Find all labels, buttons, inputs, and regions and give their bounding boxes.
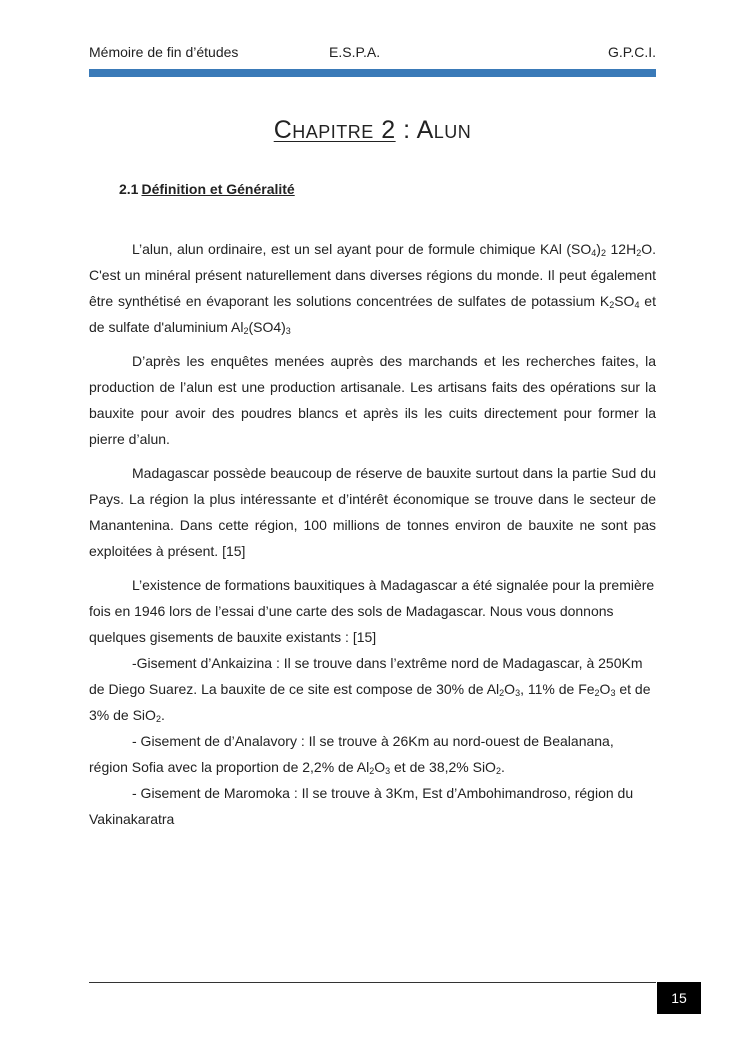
text-run: 12H	[605, 241, 637, 257]
subscript: 2	[369, 766, 375, 776]
text-run: .	[160, 707, 165, 723]
subscript: 3	[610, 688, 616, 698]
text-run: O. C'est un minéral présent naturellement dans diverses régions du monde. Il peut également être synthétisé en évaporant les solutions concentrées de sulfates de potassium K	[89, 241, 656, 309]
chapter-name: Alun	[416, 116, 472, 144]
header-center: E.S.P.A.	[329, 44, 381, 60]
text-run: - Gisement de d’Analavory : Il se trouve à 26Km au nord-ouest de Bealanana, région Sofia avec la proportion de 2,2% de Al	[89, 733, 614, 775]
chapter-label: Chapitre 2	[273, 116, 396, 144]
footer-rule	[89, 982, 656, 983]
subscript: 2	[495, 766, 501, 776]
subscript: 2	[243, 326, 249, 336]
subscript: 3	[385, 766, 391, 776]
text-run: , 11% de Fe	[520, 681, 595, 697]
paragraph-history: L’existence de formations bauxitiques à Madagascar a été signalée pour la première fois en 1946 lors de l’essai d’une carte des sols de Madagascar. Nous vous donnons quelques gisements de bauxite existants : [15]	[89, 577, 655, 645]
subscript: 2	[609, 300, 615, 310]
paragraph-definition	[89, 236, 656, 340]
text-run: O	[504, 681, 516, 697]
subscript: 2	[636, 248, 642, 258]
section-title: Définition et Généralité	[141, 181, 295, 197]
text-run: -Gisement d’Ankaizina : Il se trouve dans l’extrême nord de Madagascar, à 250Km de Diego Suarez. La bauxite de ce site est compose de 30% de Al	[89, 655, 643, 697]
section-number: 2.1	[119, 181, 139, 197]
text-run: .	[500, 759, 505, 775]
running-header	[89, 44, 656, 64]
subscript: 3	[285, 326, 291, 336]
text-run: O	[599, 681, 611, 697]
subscript: 4	[634, 300, 640, 310]
chapter-title	[0, 116, 745, 145]
page-number: 15	[657, 982, 701, 1014]
text-run: SO	[614, 293, 635, 309]
text-run: et de 38,2% SiO	[390, 759, 496, 775]
paragraph-ankaizina	[89, 650, 656, 728]
text-run: (SO4)	[248, 319, 286, 335]
subscript: 2	[600, 248, 606, 258]
subscript: 4	[591, 248, 597, 258]
body-text	[89, 236, 656, 832]
header-left: Mémoire de fin d’études	[89, 44, 239, 60]
section-heading	[119, 181, 295, 197]
subscript: 2	[499, 688, 505, 698]
chapter-separator: :	[395, 116, 417, 144]
paragraph-analavory	[89, 728, 656, 780]
paragraph-production: D’après les enquêtes menées auprès des marchands et les recherches faites, la production de l’alun est une production artisanale. Les artisans faits des opérations sur la bauxite pour avoir des poudres blancs et après ils les cuits directement pour former la pierre d’alun.	[89, 353, 656, 447]
text-run: L’alun, alun ordinaire, est un sel ayant pour de formule chimique KAl (SO	[132, 241, 592, 257]
text-run: et de sulfate d'aluminium Al	[89, 293, 656, 335]
text-run: )	[596, 241, 601, 257]
subscript: 2	[155, 714, 161, 724]
header-right: G.P.C.I.	[608, 44, 656, 60]
text-run: et de 3% de SiO	[89, 681, 651, 723]
text-run: O	[374, 759, 386, 775]
paragraph-reserves: Madagascar possède beaucoup de réserve de bauxite surtout dans la partie Sud du Pays. La région la plus intéressante et d’intérêt économique se trouve dans le secteur de Manantenina. Dans cette région, 100 millions de tonnes environ de bauxite ne sont pas exploitées à présent. [15]	[89, 465, 656, 559]
subscript: 3	[515, 688, 521, 698]
header-rule	[89, 69, 656, 77]
paragraph-maromoka: - Gisement de Maromoka : Il se trouve à 3Km, Est d’Ambohimandroso, région du Vakinakaratra	[89, 785, 634, 827]
subscript: 2	[594, 688, 600, 698]
